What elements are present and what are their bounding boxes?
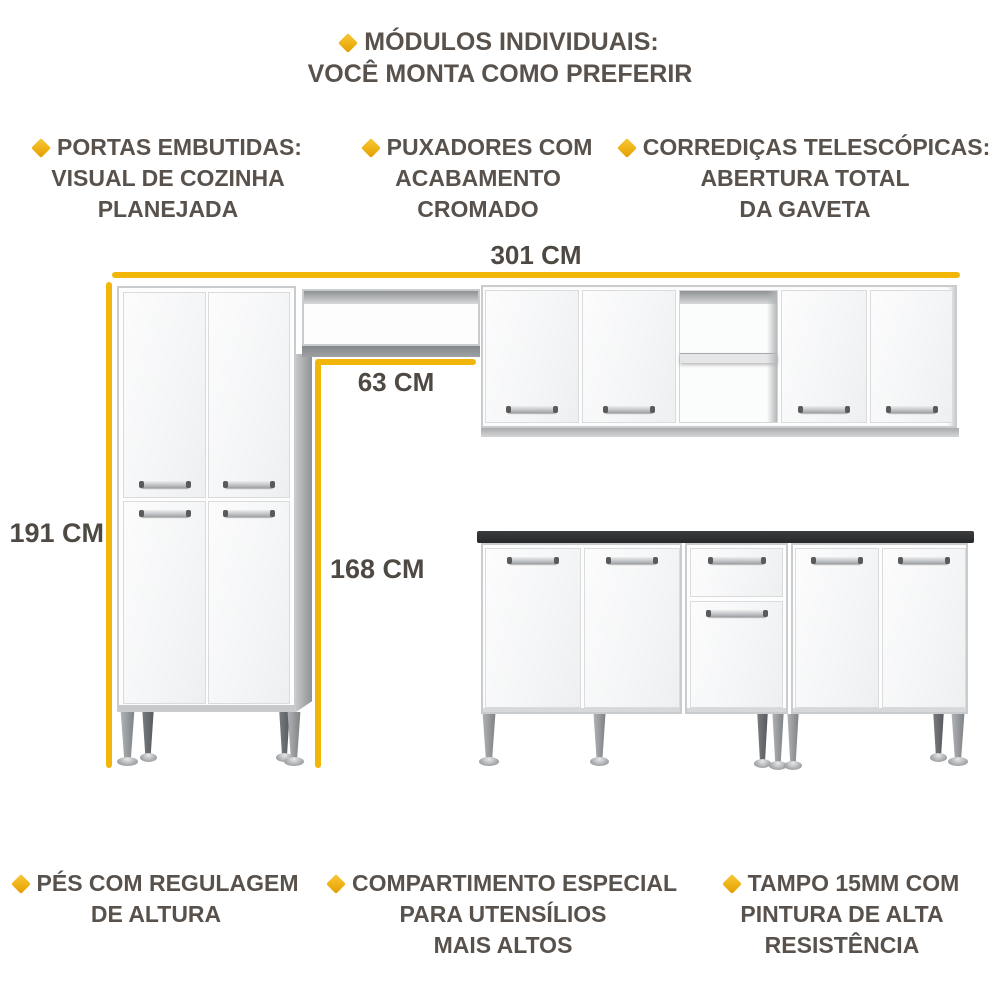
counter-module-doors-left <box>481 543 682 714</box>
door-handle <box>508 557 558 564</box>
cabinet-leg <box>756 714 769 760</box>
counter-drawer <box>690 548 783 597</box>
cabinet-leg <box>950 714 966 758</box>
cabinet-leg <box>481 714 497 758</box>
feature-corredicas <box>616 132 994 225</box>
tall-cabinet-door-lower-left <box>123 501 206 704</box>
feature-line: DE ALTURA <box>90 901 222 927</box>
cabinet-leg <box>141 712 155 754</box>
wall-cabinet-door-1 <box>485 290 579 423</box>
counter-module-doors-right <box>791 543 968 714</box>
feature-line: PLANEJADA <box>97 196 239 222</box>
door-handle <box>812 557 862 564</box>
cabinet-leg <box>771 714 785 762</box>
dimension-total-height: 191 CM <box>9 518 104 548</box>
cabinet-leg <box>932 714 945 756</box>
feature-portas-embutidas <box>18 132 318 225</box>
shelf-inner-shadow <box>304 291 478 304</box>
dimension-line-total-height <box>106 282 112 768</box>
feature-line: ABERTURA TOTAL <box>700 165 910 191</box>
leg-foot <box>948 757 968 766</box>
leg-foot <box>284 757 304 766</box>
door-handle <box>887 406 937 413</box>
title-line-2: VOCÊ MONTA COMO PREFERIR <box>307 60 693 88</box>
feature-compartimento <box>312 868 694 961</box>
leg-foot <box>930 753 947 762</box>
leg-foot <box>479 757 499 766</box>
open-shelf-bridge <box>302 289 480 346</box>
cabinet-leg <box>592 714 607 758</box>
feature-line: DA GAVETA <box>739 196 871 222</box>
wall-cabinet-door-3 <box>781 290 867 423</box>
leg-foot <box>590 757 609 766</box>
feature-pes-regulagem <box>0 868 312 930</box>
dimension-total-width: 301 CM <box>490 240 582 270</box>
feature-line: RESISTÊNCIA <box>764 932 920 958</box>
door-handle <box>604 406 654 413</box>
tall-cabinet-door-lower-right <box>208 501 290 704</box>
counter-drawer-door <box>690 601 783 708</box>
cabinet-leg <box>286 712 302 758</box>
shelf-side-shadow <box>767 291 777 422</box>
cabinet-leg <box>786 714 800 762</box>
feature-line: PORTAS EMBUTIDAS: <box>57 134 302 160</box>
door-handle <box>224 510 274 517</box>
title-line-1 <box>0 26 1000 58</box>
tall-cabinet-door-upper-left <box>123 292 206 498</box>
diamond-bullet-icon <box>326 875 346 895</box>
cabinet-leg <box>119 712 136 758</box>
dimension-top-gap-width: 63 CM <box>357 367 435 397</box>
shelf-inner-shadow <box>680 291 777 304</box>
wall-cabinet-row <box>481 285 957 428</box>
feature-line: PUXADORES COM <box>386 134 593 160</box>
title-text: MÓDULOS INDIVIDUAIS: <box>364 28 659 56</box>
tall-cabinet-side-panel <box>296 354 312 712</box>
page-title <box>0 26 1000 90</box>
diamond-bullet-icon <box>31 139 51 159</box>
wall-cabinet-open-shelves <box>679 290 778 423</box>
door-handle <box>799 406 849 413</box>
leg-foot <box>140 753 157 762</box>
counter-door-4 <box>882 548 966 708</box>
door-handle <box>224 481 274 488</box>
door-handle <box>140 510 190 517</box>
countertop <box>477 531 974 543</box>
dimension-inner-height: 168 CM <box>330 554 425 584</box>
counter-module-drawer <box>685 543 788 714</box>
counter-door-3 <box>795 548 879 708</box>
feature-line: ACABAMENTO <box>395 165 561 191</box>
feature-line: PÉS COM REGULAGEM <box>36 870 299 896</box>
dimension-line-total-width <box>112 272 960 278</box>
wall-cabinet-door-4 <box>870 290 953 423</box>
wall-cabinet-door-2 <box>582 290 676 423</box>
door-handle <box>899 557 949 564</box>
door-handle <box>607 557 657 564</box>
feature-line: MAIS ALTOS <box>433 932 573 958</box>
drawer-handle <box>709 557 765 564</box>
feature-line: CORREDIÇAS TELESCÓPICAS: <box>642 134 991 160</box>
counter-door-2 <box>584 548 680 708</box>
dimension-line-top-gap <box>316 359 476 365</box>
leg-foot <box>117 757 138 766</box>
diamond-bullet-icon <box>361 139 381 159</box>
door-handle <box>140 481 190 488</box>
diamond-bullet-icon <box>722 875 742 895</box>
feature-line: VISUAL DE COZINHA <box>51 165 285 191</box>
diamond-bullet-icon <box>11 875 31 895</box>
feature-tampo <box>688 868 996 961</box>
counter-door-1 <box>485 548 581 708</box>
feature-line: CROMADO <box>417 196 539 222</box>
middle-shelf <box>680 353 777 363</box>
diamond-bullet-icon <box>617 139 637 159</box>
tall-cabinet-door-upper-right <box>208 292 290 498</box>
feature-line: TAMPO 15MM COM <box>747 870 960 896</box>
wall-cabinet-underside <box>481 428 959 437</box>
shelf-underside <box>302 346 480 357</box>
feature-puxadores <box>342 132 614 225</box>
diamond-bullet-icon <box>338 33 358 53</box>
tall-cabinet <box>117 286 296 712</box>
feature-line: COMPARTIMENTO ESPECIAL <box>352 870 677 896</box>
door-handle <box>707 610 767 617</box>
feature-line: PARA UTENSÍLIOS <box>399 901 607 927</box>
dimension-line-inner-height <box>315 359 321 768</box>
tall-cabinet-base-edge <box>119 705 294 710</box>
feature-line: PINTURA DE ALTA <box>740 901 944 927</box>
door-handle <box>507 406 557 413</box>
leg-foot <box>784 761 802 770</box>
